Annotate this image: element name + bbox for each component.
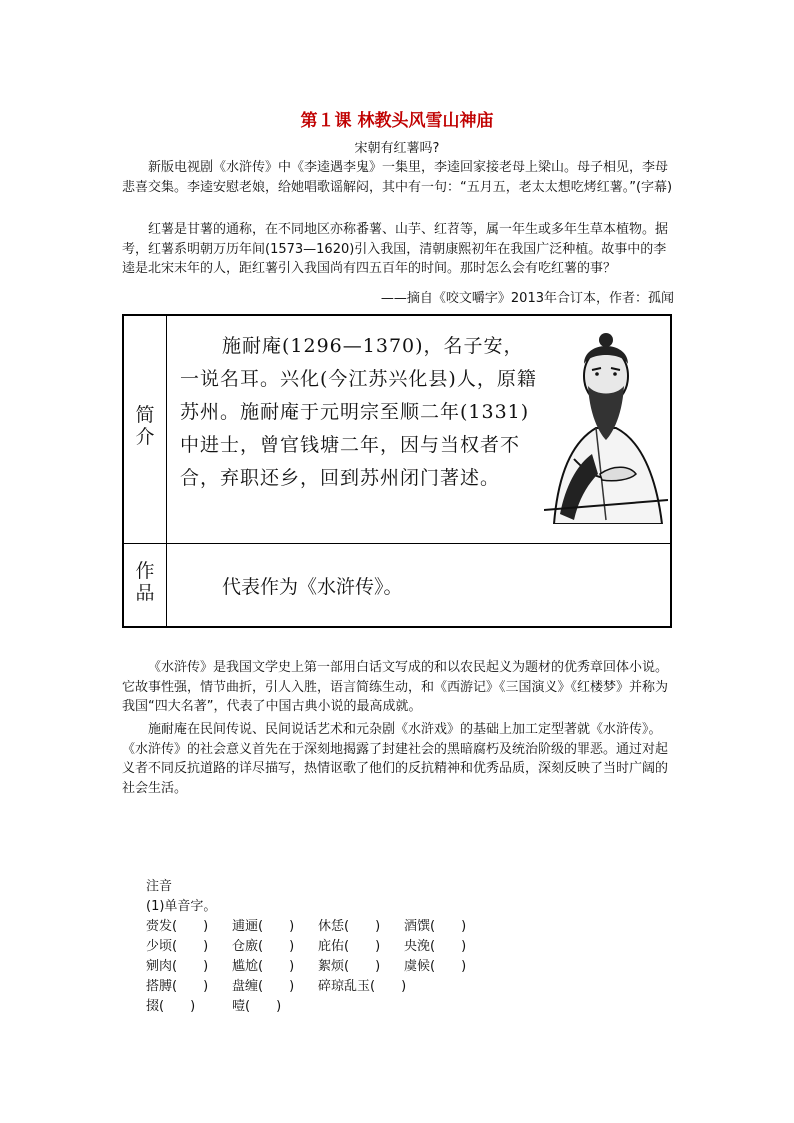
- note-item: 赍发( ): [146, 919, 209, 934]
- note-item: 剜肉( ): [146, 959, 209, 974]
- note-item: 逋逦( ): [232, 919, 295, 934]
- notes-subheading: (1)单音字。: [146, 899, 217, 914]
- author-box: [122, 314, 672, 628]
- note-item: 掇( ): [146, 999, 196, 1014]
- note-item: 絮烦( ): [318, 959, 381, 974]
- intro-label: [124, 404, 166, 448]
- lesson-title: 第１课 林教头风雪山神庙: [300, 111, 494, 131]
- intro-label-text: 简介: [135, 404, 155, 448]
- body-paragraph-1: 《水浒传》是我国文学史上第一部用白话文写成的和以农民起义为题材的优秀章回体小说。它故事性强，情节曲折，引人入胜，语言简练生动，和《西游记》《三国演义》《红楼梦》并称为我国“四大名著”，代表了中国古典小说的最高成就。: [122, 660, 669, 714]
- note-item: 噎( ): [232, 999, 282, 1014]
- note-item: 尴尬( ): [232, 959, 295, 974]
- note-item: 虞候( ): [404, 959, 467, 974]
- works-label: [124, 560, 166, 604]
- note-item: 碎琼乱玉( ): [318, 979, 407, 994]
- notes-section: [146, 877, 466, 1017]
- notes-row: [146, 957, 466, 977]
- note-item: 庇佑( ): [318, 939, 381, 954]
- author-portrait: [544, 324, 668, 524]
- note-item: 仓廒( ): [232, 939, 295, 954]
- note-item: 酒馔( ): [404, 919, 467, 934]
- note-item: 搭膊( ): [146, 979, 209, 994]
- intro-text: 施耐庵(1296—1370)，名子安，一说名耳。兴化(今江苏兴化县)人，原籍苏州。施耐庵于元明宗至顺二年(1331)中进士，曾官钱塘二年，因与当权者不合，弃职还乡，回到苏州闭门著述。: [180, 335, 537, 489]
- note-item: 少顷( ): [146, 939, 209, 954]
- article-subtitle: 宋朝有红薯吗?: [354, 141, 440, 156]
- note-item: 央浼( ): [404, 939, 467, 954]
- article-source: ——摘自《咬文嚼字》2013年合订本，作者：孤闻: [380, 291, 674, 306]
- passage-paragraph-1: 新版电视剧《水浒传》中《李逵遇李鬼》一集里，李逵回家接老母上梁山。母子相见，李母悲喜交集。李逵安慰老娘，给她唱歌谣解闷，其中有一句：“五月五，老太太想吃烤红薯。”(字幕): [122, 160, 673, 195]
- notes-row: [146, 997, 466, 1017]
- note-item: 盘缠( ): [232, 979, 295, 994]
- notes-heading: 注音: [146, 879, 173, 894]
- passage-paragraph-2: 红薯是甘薯的通称，在不同地区亦称番薯、山芋、红苕等，属一年生或多年生草本植物。据考，红薯系明朝万历年间(1573—1620)引入我国，清朝康熙初年在我国广泛种植。故事中的李逵是北宋末年的人，距红薯引入我国尚有四五百年的时间。那时怎么会有吃红薯的事？: [122, 222, 669, 276]
- notes-row: [146, 977, 466, 997]
- box-divider-vertical: [166, 316, 167, 626]
- notes-row: [146, 917, 466, 937]
- works-label-text: 作品: [135, 560, 155, 604]
- box-divider-horizontal: [124, 543, 670, 544]
- note-item: 休恁( ): [318, 919, 381, 934]
- body-paragraph-2: 施耐庵在民间传说、民间说话艺术和元杂剧《水浒戏》的基础上加工定型著就《水浒传》。《水浒传》的社会意义首先在于深刻地揭露了封建社会的黑暗腐朽及统治阶级的罪恶。通过对起义者不同反抗道路的详尽描写，热情讴歌了他们的反抗精神和优秀品质，深刻反映了当时广阔的社会生活。: [122, 722, 669, 796]
- works-text: 代表作为《水浒传》。: [222, 576, 403, 598]
- notes-row: [146, 937, 466, 957]
